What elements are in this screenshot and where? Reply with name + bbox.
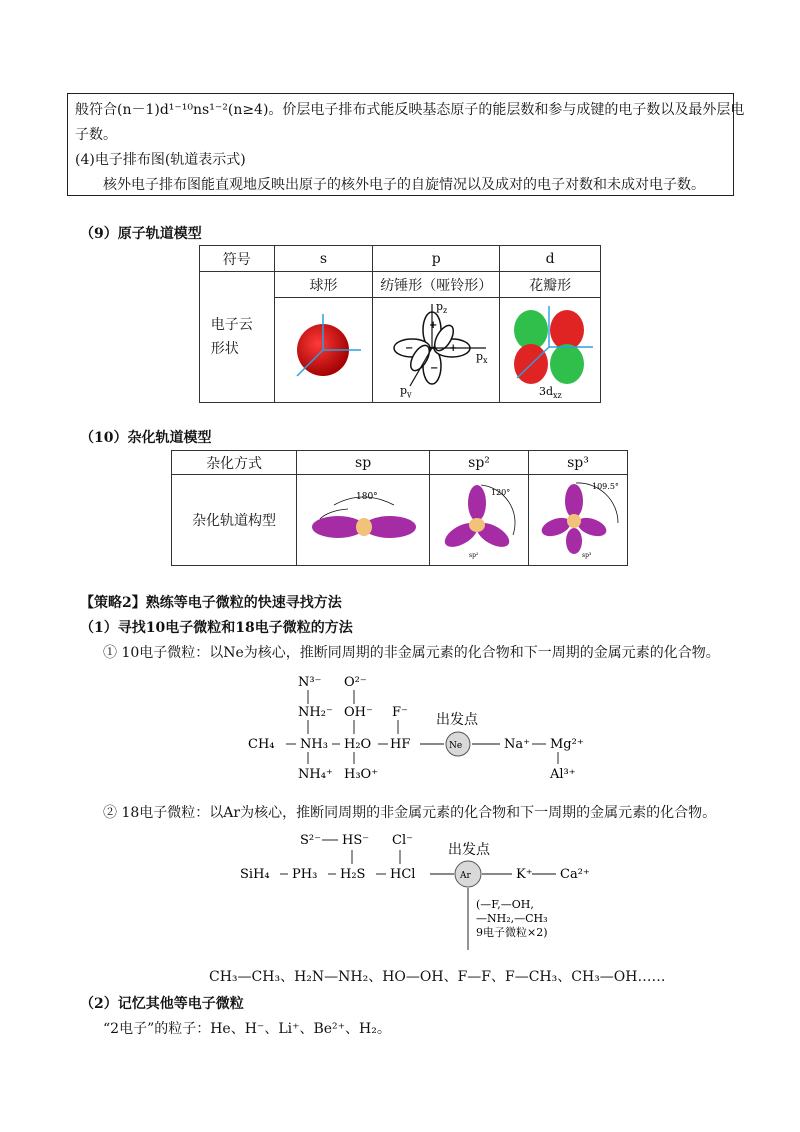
orbital-model-table (199, 245, 601, 403)
d18-ph3: PH₃ (292, 867, 318, 882)
d18-hs: HS⁻ (342, 833, 370, 848)
s-orbital-sphere-image (275, 298, 371, 398)
d10-start: 出发点 (436, 712, 478, 728)
ten-electron-diagram (240, 668, 600, 784)
d18-hcl: HCl (390, 867, 416, 882)
d-label: $3d_{xz}$ (539, 385, 562, 398)
p-orbital-cell (373, 298, 500, 403)
d10-n3: N³⁻ (298, 675, 322, 690)
sp-angle-label: 180° (356, 492, 378, 502)
d10-na: Na⁺ (504, 737, 530, 752)
sp2-orbital-image (431, 475, 527, 561)
shape-d: 花瓣形 (500, 272, 601, 298)
intro-line-1: 般符合(n－1)d¹⁻¹⁰ns¹⁻²(n≥4)。价层电子排布式能反映基态原子的能层数和参与成键的电子数以及最外层电 (75, 102, 745, 118)
d18-note-3: 9电子微粒×2) (476, 926, 548, 939)
svg-text:−: − (405, 343, 414, 354)
intro-line-3: 核外电子排布图能直观地反映出原子的核外电子的自旋情况以及成对的电子对数和未成对电子数。 (103, 177, 705, 193)
p-orbital-dumbbell-image (374, 298, 498, 398)
d10-ch4: CH₄ (248, 737, 275, 752)
two-electron-particles: “2电子”的粒子：He、H⁻、Li⁺、Be²⁺、H₂。 (103, 1021, 391, 1037)
header-d: d (500, 246, 601, 272)
d10-al: Al³⁺ (550, 767, 576, 782)
d18-s2: S²⁻ (300, 833, 321, 848)
d10-f: F⁻ (392, 705, 408, 720)
sp3-angle-label: 109.5° (592, 482, 619, 491)
d10-nh2: NH₂⁻ (298, 705, 333, 720)
svg-text:−: − (430, 363, 439, 374)
header-s: s (274, 246, 373, 272)
header-symbol: 符号 (200, 246, 275, 272)
intro-heading-4: (4)电子排布图(轨道表示式) (75, 152, 246, 168)
section10-title: （10）杂化轨道模型 (80, 430, 212, 446)
eighteen-electron-molecules: CH₃—CH₃、H₂N—NH₂、HO—OH、F—F、F—CH₃、CH₃—OH…… (209, 969, 666, 985)
header-sp: sp (297, 451, 430, 475)
sp2-cell (430, 475, 529, 566)
d18-core: Ar (460, 871, 471, 881)
d18-k: K⁺ (516, 867, 533, 882)
hybrid-shape-label: 杂化轨道构型 (172, 475, 297, 566)
d18-h2s: H₂S (340, 867, 366, 882)
sp3-small-label: sp³ (582, 552, 592, 559)
eighteen-electron-diagram (236, 826, 606, 954)
sp2-small-label: sp² (469, 552, 479, 559)
strategy-sub2: （2）记忆其他等电子微粒 (80, 996, 244, 1012)
d10-oh: OH⁻ (344, 705, 373, 720)
sp3-cell (529, 475, 628, 566)
p-label-x: $p_x$ (476, 350, 488, 365)
cloud-shape-text: 电子云形状 (210, 317, 253, 357)
d10-h3o: H₃O⁺ (344, 767, 379, 782)
sp-cell (297, 475, 430, 566)
d18-sih4: SiH₄ (240, 867, 270, 882)
item-10-electron: ① 10电子微粒：以Ne为核心，推断同周期的非金属元素的化合物和下一周期的金属元素的化合物。 (103, 645, 720, 661)
p-label-y: $p_y$ (400, 384, 412, 398)
d18-cl: Cl⁻ (392, 833, 413, 848)
item-18-electron: ② 18电子微粒：以Ar为核心，推断同周期的非金属元素的化合物和下一周期的金属元素的化合物。 (103, 805, 717, 821)
shape-p: 纺锤形（哑铃形） (373, 272, 500, 298)
p-label-z: $p_z$ (436, 300, 448, 315)
d10-nh4: NH₄⁺ (298, 767, 333, 782)
d18-note-2: —NH₂,—CH₃ (476, 912, 548, 925)
d10-nh3: NH₃ (300, 737, 328, 752)
s-orbital-cell (274, 298, 373, 403)
d10-hf: HF (390, 737, 411, 752)
sp3-orbital-image (530, 475, 626, 561)
svg-text:+: + (449, 343, 458, 354)
header-sp3: sp³ (529, 451, 628, 475)
header-hybrid-type: 杂化方式 (172, 451, 297, 475)
intro-line-2: 子数。 (75, 127, 117, 143)
d10-o2: O²⁻ (344, 675, 367, 690)
hybrid-orbital-table (171, 450, 628, 566)
d-orbital-petal-image (501, 298, 599, 398)
strategy-sub1: （1）寻找10电子微粒和18电子微粒的方法 (80, 620, 353, 636)
cloud-shape-label (200, 272, 275, 403)
d18-note-1: (—F,—OH, (476, 898, 534, 911)
sp-orbital-image (298, 475, 428, 561)
header-sp2: sp² (430, 451, 529, 475)
d-orbital-cell (500, 298, 601, 403)
d10-core: Ne (449, 741, 463, 751)
header-p: p (373, 246, 500, 272)
strategy-title: 【策略2】熟练等电子微粒的快速寻找方法 (80, 595, 342, 611)
d10-mg: Mg²⁺ (550, 737, 584, 752)
section9-title: （9）原子轨道模型 (80, 226, 202, 242)
d10-h2o: H₂O (344, 737, 372, 752)
shape-s: 球形 (274, 272, 373, 298)
sp2-angle-label: 120° (491, 488, 511, 497)
d18-start: 出发点 (448, 842, 490, 858)
svg-text:+: + (429, 320, 438, 331)
d18-ca: Ca²⁺ (560, 867, 590, 882)
